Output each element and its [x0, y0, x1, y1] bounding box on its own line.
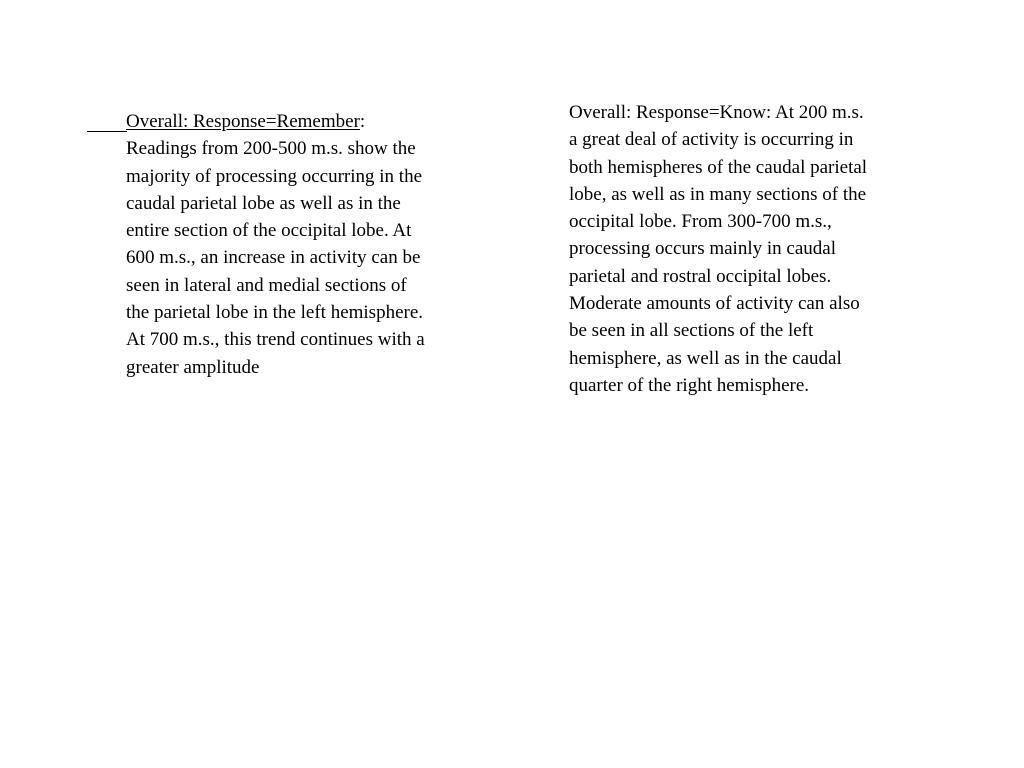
know-response-paragraph: Overall: Response=Know: At 200 m.s. a great deal of activity is occurring in both hemispheres of the caudal parietal lobe, as well as in many sections of the occipital lobe. From 300-700 m.s., processing occurs mainly in caudal parietal and rostral occipital lobes. Moderate amounts of activity can also be seen in all sections of the left hemisphere, as well as in the caudal quarter of the right hemisphere. — [569, 102, 868, 396]
remember-heading-colon: : — [359, 111, 366, 132]
remember-body-text: Readings from 200-500 m.s. show the majority of processing occurring in the caudal parietal lobe as well as in the entire section of the occipital lobe. At 600 m.s., an increase in activity can be seen in lateral and medial sections of the parietal lobe in the left hemisphere. At 700 m.s., this trend continues with a greater amplitude — [126, 138, 425, 378]
indent-underline — [87, 131, 127, 132]
remember-heading: Overall: Response=Remember — [126, 111, 360, 132]
remember-response-paragraph — [126, 108, 496, 381]
